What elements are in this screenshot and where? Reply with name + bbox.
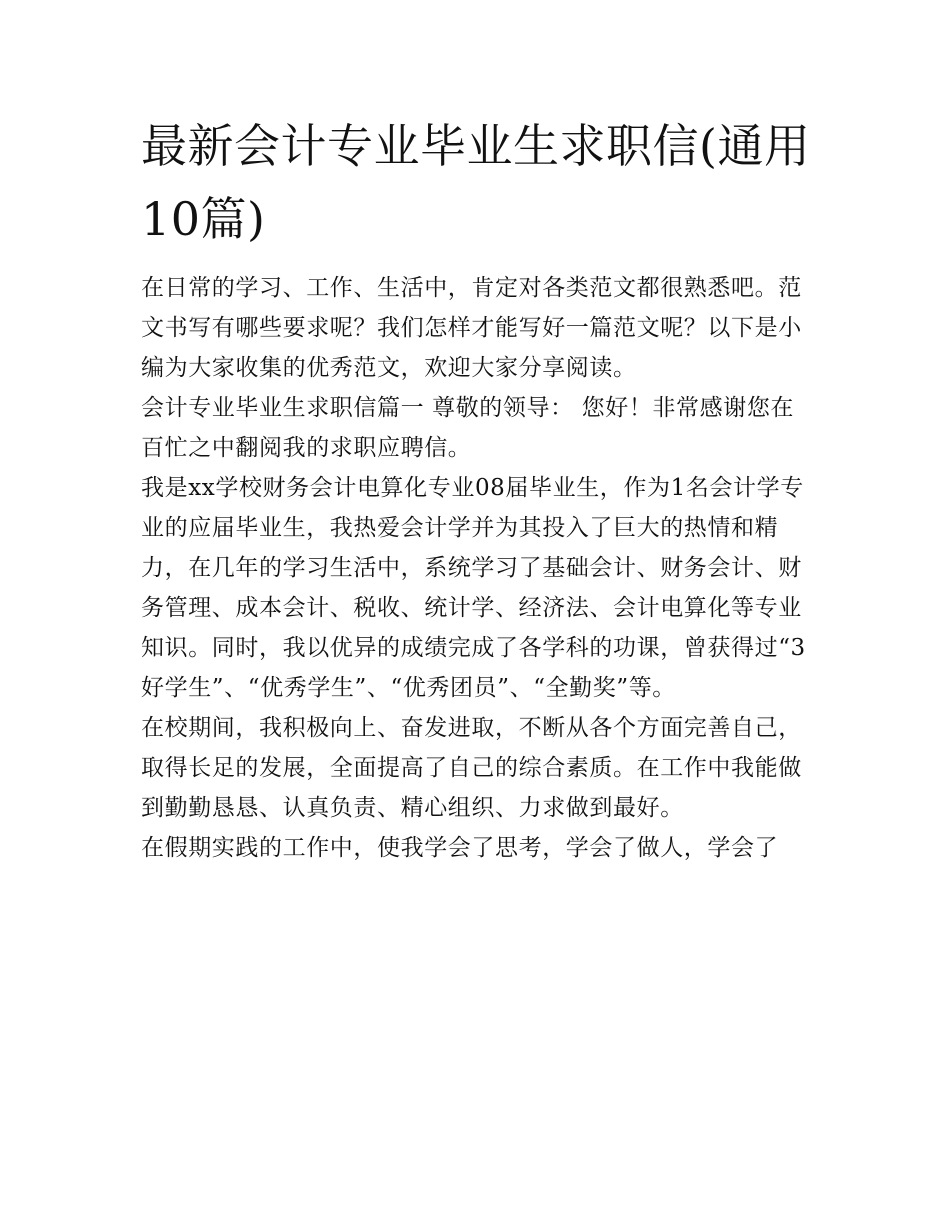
practice-paragraph: 在假期实践的工作中，使我学会了思考，学会了做人，学会了 xyxy=(141,835,779,861)
document-title: 最新会计专业毕业生求职信(通用10篇) xyxy=(141,119,811,246)
background-paragraph: 我是xx学校财务会计电算化专业08届毕业生，作为1名会计学专业的应届毕业生，我热爱会计学并为其投入了巨大的热情和精力，在几年的学习生活中，系统学习了基础会计、财务会计、财务管理、成本会计、税收、统计学、经济法、会计电算化等专业知识。同时，我以优异的成绩完成了各学科的功课，曾获得过“3好学生”、“优秀学生”、“优秀团员”、“全勤奖”等。 xyxy=(141,475,806,701)
school-life-paragraph: 在校期间，我积极向上、奋发进取，不断从各个方面完善自己，取得长足的发展，全面提高了自己的综合素质。在工作中我能做到勤勤恳恳、认真负责、精心组织、力求做到最好。 xyxy=(141,715,802,821)
salutation-paragraph: 会计专业毕业生求职信篇一 尊敬的领导： 您好！非常感谢您在百忙之中翻阅我的求职应聘信。 xyxy=(141,395,795,461)
document-body xyxy=(141,110,813,868)
intro-paragraph: 在日常的学习、工作、生活中，肯定对各类范文都很熟悉吧。范文书写有哪些要求呢？我们怎样才能写好一篇范文呢？以下是小编为大家收集的优秀范文，欢迎大家分享阅读。 xyxy=(141,275,802,381)
